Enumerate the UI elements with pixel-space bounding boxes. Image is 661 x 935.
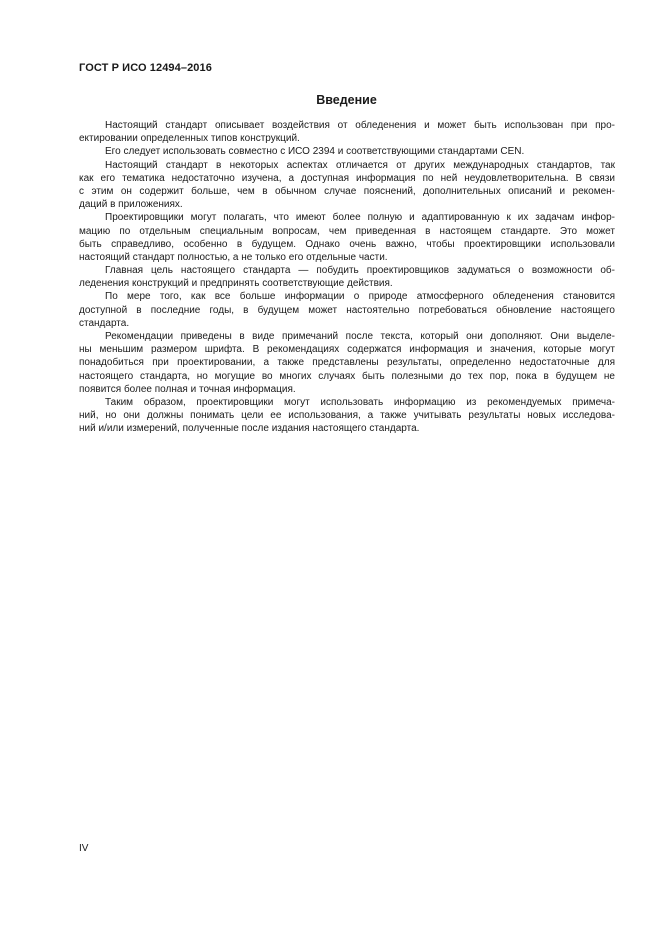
paragraph-line: Настоящий стандарт в некоторых аспектах отличается от других международных стандартов, так: [105, 159, 615, 171]
paragraph-line: ний, но они должны понимать цели ее использования, а также учитывать результаты новых исследова-: [79, 410, 615, 422]
document-standard-code: ГОСТ Р ИСО 12494–2016: [79, 62, 212, 74]
paragraph-line: даций в приложениях.: [79, 199, 183, 211]
paragraph-line: понадобиться при проектировании, а также представлены результаты, определенно недостаточные для: [79, 357, 615, 369]
paragraph: [79, 264, 615, 290]
paragraph-line: ний и/или измерений, полученные после издания настоящего стандарта.: [79, 423, 420, 435]
paragraph: [79, 119, 615, 145]
paragraph-line: леденения конструкций и предпринять соответствующие действия.: [79, 278, 393, 290]
paragraph-line: Таким образом, проектировщики могут использовать информацию из рекомендуемых примеча-: [105, 396, 615, 408]
paragraph-line: Главная цель настоящего стандарта — побудить проектировщиков задуматься о возможности об-: [105, 265, 615, 277]
introduction-body: [79, 119, 615, 436]
paragraph: [79, 330, 615, 396]
paragraph-line: как его тематика недостаточно изучена, а доступная информация по ней неудовлетворительна. В связи: [79, 172, 615, 184]
paragraph: [79, 145, 615, 158]
paragraph-line: Настоящий стандарт описывает воздействия от обледенения и может быть использован при про-: [105, 120, 615, 131]
paragraph: [79, 159, 615, 212]
paragraph: [79, 396, 615, 436]
section-title: Введение: [316, 93, 377, 107]
paragraph-line: Его следует использовать совместно с ИСО 2394 и соответствующими стандартами CEN.: [105, 146, 525, 158]
paragraph-line: мацию по отдельным специальным вопросам, чем приведенная в настоящем стандарте. Это может: [79, 225, 615, 237]
paragraph-line: доступной в последние годы, в будущем может настоятельно потребоваться обновление настоящего: [79, 304, 615, 316]
paragraph-line: По мере того, как все больше информации о природе атмосферного обледенения становится: [105, 291, 615, 303]
paragraph-line: Рекомендации приведены в виде примечаний после текста, который они дополняют. Они выделе-: [105, 331, 615, 342]
paragraph-line: настоящего стандарта, но могущие во многих случаях быть полезными до тех пор, пока в будущем не: [79, 370, 615, 382]
paragraph-line: стандарта.: [79, 317, 130, 329]
page-number: IV: [79, 843, 89, 854]
paragraph-line: быть справедливо, особенно в будущем. Однако очень важно, чтобы проектировщики использовали: [79, 238, 615, 250]
paragraph-line: Проектировщики могут полагать, что имеют более полную и адаптированную к их задачам инфор-: [105, 212, 615, 224]
paragraph-line: ектировании определенных типов конструкций.: [79, 133, 300, 145]
paragraph-line: настоящий стандарт полностью, а не только его отдельные части.: [79, 251, 388, 263]
paragraph: [79, 290, 615, 330]
paragraph: [79, 211, 615, 264]
paragraph-line: появится более полная и точная информация.: [79, 383, 296, 395]
paragraph-line: с этим он содержит больше, чем в обычном случае пояснений, дополнительных описаний и рекомен-: [79, 185, 615, 197]
paragraph-line: ны меньшим размером шрифта. В рекомендациях содержатся информация и значения, которые могут: [79, 344, 615, 356]
